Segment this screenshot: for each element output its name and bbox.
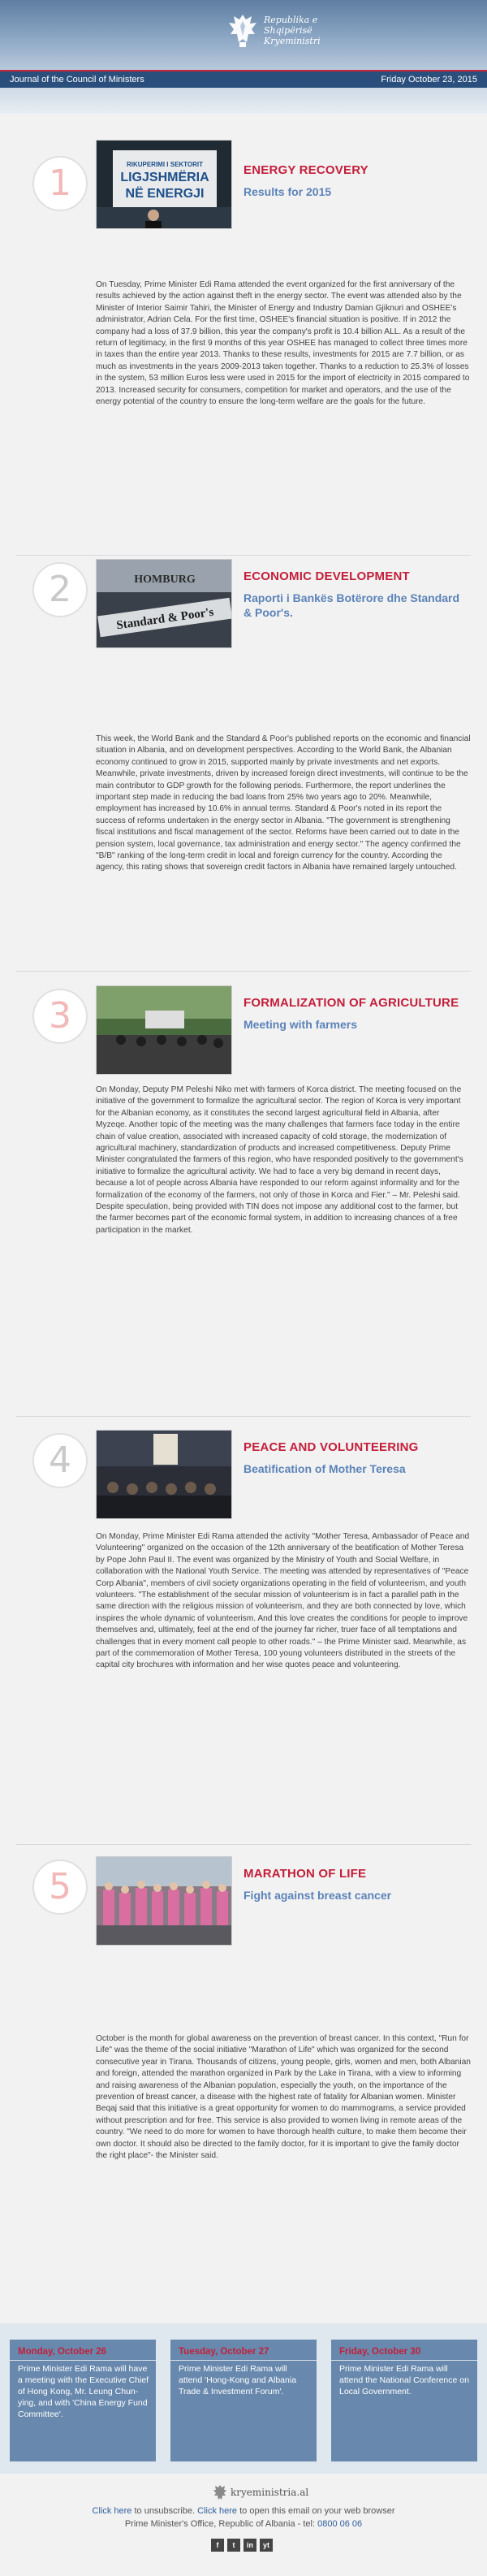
footer-address bbox=[0, 2519, 487, 2529]
event-text: Prime Minister Edi Rama will attend 'Hong-Kong and Albania Trade & Investment Forum'. bbox=[179, 2364, 297, 2396]
article-image[interactable] bbox=[96, 1430, 232, 1519]
albania-eagle-emblem-icon bbox=[227, 11, 258, 49]
article-number: 2 bbox=[32, 562, 88, 617]
article-subtitle[interactable]: Beatification of Mother Teresa bbox=[244, 1462, 406, 1475]
article-number: 5 bbox=[32, 1859, 88, 1915]
footer-site-link[interactable]: kryeministria.al bbox=[231, 2487, 309, 2498]
article-subtitle[interactable]: Results for 2015 bbox=[244, 185, 332, 198]
issue-date: Friday October 23, 2015 bbox=[381, 75, 477, 84]
office-address: Prime Minister's Office, Republic of Albania - tel: bbox=[124, 2519, 316, 2529]
web-version-link[interactable]: Click here bbox=[197, 2506, 238, 2516]
office-title bbox=[264, 15, 353, 46]
unsubscribe-text: to unsubscribe. bbox=[134, 2506, 196, 2516]
office-title-line1: Republika e Shqipërisë bbox=[264, 15, 318, 36]
event-day: Tuesday, October 27 bbox=[179, 2347, 269, 2357]
article-image[interactable] bbox=[96, 559, 232, 648]
article-heading bbox=[244, 995, 463, 1032]
standard-poors-building-photo bbox=[97, 560, 232, 648]
article-category: ECONOMIC DEVELOPMENT bbox=[244, 569, 410, 583]
header bbox=[0, 0, 487, 114]
svg-text:LIGJSHMËRIA: LIGJSHMËRIA bbox=[120, 171, 209, 184]
article-body: On Monday, Prime Minister Edi Rama attended the activity "Mother Teresa, Ambassador of Peace and Volunteering" organized on the occasion of the 12th anniversary of the beatification of Mother Teresa by Pope John Paul II. The event was organized by the Ministry of Youth and Social Welfare, in collaboration with the National Youth Service. The meeting was attended by representatives of "Peace Corp Albania", members of civil society organizations operating in the field of volunteerism, and youth volunteers. "The establishment of the secular mission of volunteerism is in fact a parallel path in the same direction with the religious mission of volunteerism, and they are both connected by love, which inspires the whole dynamic of volunteerism. And this love creates the conditions for people to improve themselves and, ultimately, feel at the end of the journey far richer, truer face of all temptations and challenges that in every moment call people to other roads." – the Prime Minister said. Meanwhile, as part of the commemoration of Mother Teresa, 100 young volunteers distributed in the streets of the capital city brochures with information and her wise quotes peace and volunteering. bbox=[96, 1532, 470, 1670]
article-heading bbox=[244, 162, 463, 199]
upcoming-events bbox=[0, 2323, 487, 2474]
svg-text:NË ENERGJI: NË ENERGJI bbox=[125, 187, 205, 201]
event-divider bbox=[170, 2360, 317, 2361]
svg-text:RIKUPERIMI I SEKTORIT: RIKUPERIMI I SEKTORIT bbox=[126, 161, 204, 168]
linkedin-icon[interactable]: in bbox=[244, 2539, 256, 2552]
office-phone[interactable]: 0800 06 06 bbox=[317, 2519, 363, 2529]
footer-emblem-icon bbox=[213, 2483, 227, 2501]
article-image[interactable] bbox=[96, 1856, 232, 1946]
article-subtitle[interactable]: Raporti i Bankës Botërore dhe Standard & Poor's. bbox=[244, 591, 460, 619]
office-title-line2: Kryeministri bbox=[264, 36, 321, 46]
article-body: This week, the World Bank and the Standard & Poor's published reports on the economic and financial situation in Albania, and on development perspectives. According to the World Bank, the Albanian economy continued to grow in 2015, supported mainly by private investments and net exports. Meanwhile, private investments, driven by increased foreign direct investments, will continue to be the main contributor to GDP growth for the following periods. Furthermore, the report underlines the important step made in reducing the bad loans from 25% two years ago to 20%. Meanwhile, employment has increased by 10.6% in annual terms. Standard & Poor's noted in its report the success of reforms undertaken in the energy sector in Albania. "The government is strengthening fiscal institutions and fiscal management of the sector. Reforms have been carried out to date in the pension system, local governance, tax administration and energy sector." The agency confirmed the "B/B" ranking of the long-term credit in local and foreign currency for the country. According the agency, this rating shows that sovereign credit factors in Albania have remained largely untouched. bbox=[96, 734, 471, 872]
web-version-text: to open this email on your web browser bbox=[239, 2506, 395, 2516]
svg-text:HOMBURG: HOMBURG bbox=[134, 574, 196, 586]
article-subtitle[interactable]: Fight against breast cancer bbox=[244, 1889, 392, 1902]
article-number: 1 bbox=[32, 156, 88, 211]
footer bbox=[0, 2474, 487, 2576]
article-category: ENERGY RECOVERY bbox=[244, 163, 368, 177]
mother-teresa-event-photo bbox=[97, 1431, 232, 1519]
article-subtitle[interactable]: Meeting with farmers bbox=[244, 1018, 358, 1031]
event-day: Monday, October 26 bbox=[18, 2347, 107, 2357]
event-card[interactable] bbox=[170, 2340, 317, 2461]
article-heading bbox=[244, 1866, 463, 1903]
section-divider bbox=[16, 1844, 471, 1845]
twitter-icon[interactable]: t bbox=[227, 2539, 240, 2552]
article-heading bbox=[244, 569, 463, 620]
marathon-crowd-photo bbox=[97, 1857, 232, 1946]
event-card[interactable] bbox=[10, 2340, 156, 2461]
article-number: 4 bbox=[32, 1433, 88, 1488]
article-number: 3 bbox=[32, 989, 88, 1044]
youtube-icon[interactable]: yt bbox=[260, 2539, 273, 2552]
masthead-bar bbox=[0, 70, 487, 88]
article-body: On Monday, Deputy PM Peleshi Niko met with farmers of Korca district. The meeting focused on the initiative of the government to formalize the agricultural sector. The region of Korca is very important for the Albanian economy, as it constitutes the second largest agricultural field in Albania, after Myzeqe. Another topic of the meeting was the many challenges that farmers face today in the entire chain of value creation, associated with increased capacity of cold storage, the modernization of agricultural machinery, standardization of products and increased competitiveness. Deputy Prime Minister congratulated the farmers of this region, who have responded positively to the government's initiative to formalize the agricultural activity. We had to face a very big demand in recent days, because a lot of people across Albania have responded to our reform against informality and for the formalization of the economy of the farmers, not only of those in Korca and Fier." – Mr. Peleshi said. Despite speculation, being provided with TIN does not impose any additional cost to the farmer, but the farmer becomes part of the economic formal system, in addition to increasing chances of a free participation in the market. bbox=[96, 1085, 463, 1235]
article-image[interactable] bbox=[96, 140, 232, 229]
article-heading bbox=[244, 1440, 463, 1476]
footer-links bbox=[0, 2506, 487, 2516]
article-image[interactable] bbox=[96, 985, 232, 1075]
unsubscribe-link[interactable]: Click here bbox=[92, 2506, 132, 2516]
event-divider bbox=[331, 2360, 477, 2361]
section-divider bbox=[16, 1416, 471, 1417]
article-category: FORMALIZATION OF AGRICULTURE bbox=[244, 996, 459, 1010]
journal-name: Journal of the Council of Ministers bbox=[10, 75, 144, 84]
section-divider bbox=[16, 971, 471, 972]
event-day: Friday, October 30 bbox=[339, 2347, 421, 2357]
article-category: MARATHON OF LIFE bbox=[244, 1867, 367, 1881]
image-caption: Standard & Poor's bbox=[115, 605, 215, 633]
section-divider bbox=[16, 555, 471, 556]
article-body: October is the month for global awareness on the prevention of breast cancer. In this context, "Run for Life" was the theme of the social initiative "Marathon of Life" which was organized for the second consecutive year in Tirana. Thousands of citizens, young people, girls, women and men, both Albanian and foreign, attended the marathon organized in Park by the Lake in Tirana, with a view to informing and raising awareness of the Albanian population, especially the youth, on the importance of the prevention of breast cancer, a disease with the highest rate of fatality for Albanian women. Minister Beqaj said that this initiative is a great opportunity for women to do mammograms, a service provided without prescription and for free. This service is also provided to women living in remote areas of the country. "We need to do more for women to have thorough health culture, to make them become their own doctor. It should also be directed to the family doctor, for it is important to give the family doctor the right place"- the Minister said. bbox=[96, 2034, 471, 2161]
event-text: Prime Minister Edi Rama will have a meeting with the Executive Chief of Hong Kong, Mr. Leung Chun-ying, and with 'China Energy Fund Committee'. bbox=[18, 2364, 149, 2419]
article-category: PEACE AND VOLUNTEERING bbox=[244, 1440, 419, 1454]
event-stage-photo bbox=[97, 141, 232, 229]
event-text: Prime Minister Edi Rama will attend the National Conference on Local Government. bbox=[339, 2364, 469, 2396]
event-divider bbox=[10, 2360, 156, 2361]
facebook-icon[interactable]: f bbox=[211, 2539, 224, 2552]
farmers-meeting-photo bbox=[97, 986, 232, 1075]
article-body: On Tuesday, Prime Minister Edi Rama attended the event organized for the first anniversary of the results achieved by the action against theft in the energy sector. The event was attended also by the Minister of Interior Saimir Tahiri, the Minister of Energy and Industry Damian Gjiknuri and OSHEE's administrator, Adrian Cela. For the first time, OSHEE's financial situation is positive. If in 2012 the company had a loss of 37.9 billion, this year the company's profit is 10.4 billion ALL. As a result of the return of legitimacy, in the first 9 months of this year OSHEE has managed to collect three times more in taxes than the entire year 2013. Thanks to these results, investments for 2015 are 7.7 billion, or as much as investments in the years 2009-2013 taken together. Thanks to a reduction to 25.3% of losses in the system, 53 million Euros less were used in 2015 for the import of electricity in 2015 compared to 2013. Increased security for consumers, competition for market and operators, and the use of the energy potential of the country to ensure the long-term welfare are the goals for the future. bbox=[96, 280, 470, 407]
event-card[interactable] bbox=[331, 2340, 477, 2461]
